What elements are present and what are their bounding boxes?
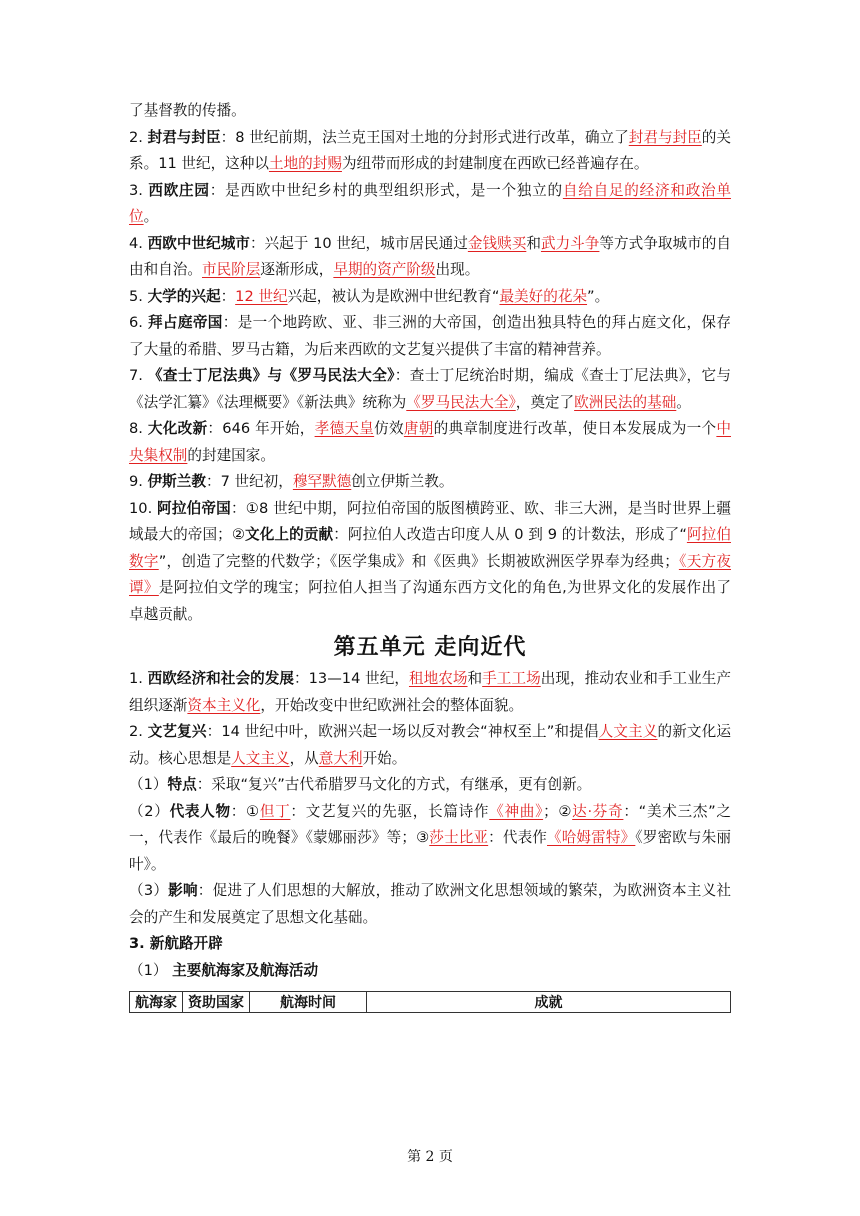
table-header: 资助国家 — [183, 992, 250, 1013]
item-title: 拜占庭帝国 — [147, 314, 223, 331]
item-justinian-code: 7. 《查士丁尼法典》与《罗马民法大全》：查士丁尼统治时期，编成《查士丁尼法典》，它与《法学汇纂》《法理概要》《新法典》统称为《罗马民法大全》，奠定了欧洲民法的基础。 — [129, 367, 732, 411]
item-number: 9. — [129, 473, 143, 490]
key-term: 手工工场 — [482, 670, 541, 687]
item-taika-reform: 8. 大化改新：646 年开始，孝德天皇仿效唐朝的典章制度进行改革，使日本发展成为一个中央集权制的封建国家。 — [129, 420, 731, 464]
key-term: 土地的封赐 — [268, 155, 342, 172]
table-header: 航海时间 — [250, 992, 367, 1013]
key-term: 《天方夜谭》 — [129, 552, 731, 596]
key-term: 金钱赎买 — [467, 234, 527, 252]
item-university: 5. 大学的兴起：12 世纪兴起，被认为是欧洲中世纪教育“最美好的花朵”。 — [129, 287, 610, 305]
navigators-table — [129, 991, 731, 1013]
item-number: 7. — [129, 367, 143, 384]
key-term: 市民阶层 — [201, 261, 261, 278]
item-title: 主要航海家及航海活动 — [172, 961, 319, 979]
key-term: 中央集权制 — [129, 420, 731, 464]
item-renaissance: 2. 文艺复兴：14 世纪中叶，欧洲兴起一场以反对教会“神权至上”和提倡人文主义的新文化运动。核心思想是人文主义，从意大利开始。 — [129, 723, 731, 767]
item-title: 代表人物 — [169, 802, 231, 820]
key-term: 但丁 — [259, 802, 291, 820]
key-term: 达·芬奇 — [572, 802, 624, 820]
key-term: 《哈姆雷特》 — [547, 829, 636, 846]
key-term: 自给自足的经济和政治单位 — [129, 181, 731, 225]
key-term: 资本主义化 — [187, 696, 261, 714]
key-term: 《罗马民法大全》 — [406, 393, 516, 411]
item-title: 伊斯兰教 — [147, 473, 206, 490]
item-islam: 9. 伊斯兰教：7 世纪初，穆罕默德创立伊斯兰教。 — [129, 473, 454, 490]
key-term: 《神曲》 — [489, 802, 544, 820]
key-term: 最美好的花朵 — [499, 287, 588, 305]
item-number: （3） — [129, 882, 169, 899]
page-content — [129, 98, 731, 1013]
item-title: 西欧中世纪城市 — [147, 234, 250, 252]
page-footer: 第 2 页 — [407, 1149, 453, 1165]
item-renaissance-impact: （3）影响：促进了人们思想的大解放，推动了欧洲文化思想领域的繁荣，为欧洲资本主义社会的产生和发展奠定了思想文化基础。 — [129, 882, 731, 926]
key-term: 意大利 — [318, 749, 363, 767]
item-number: 3. — [129, 181, 143, 199]
item-title: 特点 — [167, 776, 197, 793]
item-number: 6. — [129, 314, 143, 331]
item-title: 3. 新航路开辟 — [129, 935, 223, 952]
key-term: 穆罕默德 — [292, 473, 352, 490]
key-term: 阿拉伯数字 — [129, 526, 731, 570]
item-title: 阿拉伯帝国 — [157, 499, 231, 517]
item-byzantine: 6. 拜占庭帝国：是一个地跨欧、亚、非三洲的大帝国，创造出独具特色的拜占庭文化，保存了大量的希腊、罗马古籍，为后来西欧的文艺复兴提供了丰富的精神营养。 — [129, 314, 731, 358]
key-term: 租地农场 — [408, 670, 468, 687]
item-title: 西欧庄园 — [148, 181, 210, 199]
item-west-europe-economy: 1. 西欧经济和社会的发展：13—14 世纪，租地农场和手工工场出现，推动农业和手工业生产组织逐渐资本主义化，开始改变中世纪欧洲社会的整体面貌。 — [129, 670, 731, 714]
item-number: 1. — [129, 670, 143, 687]
item-title: 封君与封臣 — [147, 128, 221, 146]
key-term: 封君与封臣 — [628, 128, 702, 146]
key-term: 武力斗争 — [540, 234, 600, 252]
item-number: （1） — [129, 961, 168, 979]
unit-title: 第五单元 走向近代 — [333, 635, 527, 660]
key-term: 人文主义 — [598, 723, 658, 740]
key-term: 莎士比亚 — [429, 829, 489, 846]
key-term: 唐朝 — [403, 420, 434, 437]
paragraph-continuation: 了基督教的传播。 — [129, 102, 246, 119]
item-number: 2. — [129, 723, 143, 740]
table-header-row — [130, 992, 731, 1013]
item-number: 2. — [129, 128, 143, 146]
item-title: 文艺复兴 — [147, 723, 207, 740]
item-renaissance-features: （1）特点：采取“复兴”古代希腊罗马文化的方式，有继承，更有创新。 — [129, 776, 592, 793]
item-title: 大化改新 — [147, 420, 208, 437]
item-title: 影响 — [168, 882, 198, 899]
item-manor: 3. 西欧庄园：是西欧中世纪乡村的典型组织形式，是一个独立的自给自足的经济和政治单位。 — [129, 181, 731, 225]
item-medieval-city: 4. 西欧中世纪城市：兴起于 10 世纪，城市居民通过金钱赎买和武力斗争等方式争取城市的自由和自治。市民阶层逐渐形成，早期的资产阶级出现。 — [129, 234, 731, 278]
item-number: 8. — [129, 420, 143, 437]
item-number: 5. — [129, 287, 143, 305]
key-term: 12 世纪 — [235, 287, 288, 305]
page-number: 2 — [425, 1149, 435, 1165]
key-term: 孝德天皇 — [314, 420, 375, 437]
item-renaissance-figures: （2）代表人物：①但丁：文艺复兴的先驱，长篇诗作《神曲》；②达·芬奇：“美术三杰”之一，代表作《最后的晚餐》《蒙娜丽莎》等；③莎士比亚：代表作《哈姆雷特》《罗密欧与朱丽叶》。 — [129, 802, 731, 873]
item-arab-empire: 10. 阿拉伯帝国：①8 世纪中期，阿拉伯帝国的版图横跨亚、欧、非三大洲，是当时世界上疆域最大的帝国；②文化上的贡献：阿拉伯人改造古印度人从 0 到 9 的计数法，形成了“阿拉伯数字”，创造了完整的代数学；《医学集成》和《医典》长期被欧洲医学界奉为经典；《天方夜谭》是阿拉伯文学的瑰宝；阿拉伯人担当了沟通东西方文化的角色,为世界文化的发展作出了卓越贡献。 — [129, 499, 731, 623]
item-number: （2） — [129, 802, 170, 820]
item-number: 10. — [129, 499, 153, 517]
item-new-sea-routes — [129, 931, 731, 958]
item-navigators — [129, 958, 731, 985]
item-title: 大学的兴起 — [147, 287, 221, 305]
table-header: 成就 — [367, 992, 731, 1013]
item-number: 4. — [129, 234, 143, 252]
item-number: （1） — [129, 776, 168, 793]
item-title: 《查士丁尼法典》与《罗马民法大全》 — [147, 367, 395, 384]
key-term: 欧洲民法的基础 — [574, 393, 677, 411]
item-subtitle: 文化上的贡献 — [245, 526, 334, 543]
key-term: 早期的资产阶级 — [333, 261, 436, 278]
table-header: 航海家 — [130, 992, 183, 1013]
item-feudal-lords: 2. 封君与封臣：8 世纪前期，法兰克王国对土地的分封形式进行改革，确立了封君与封臣的关系。11 世纪，这种以土地的封赐为纽带而形成的封建制度在西欧已经普遍存在。 — [129, 128, 731, 172]
item-title: 西欧经济和社会的发展 — [147, 670, 294, 687]
key-term: 人文主义 — [231, 749, 290, 767]
